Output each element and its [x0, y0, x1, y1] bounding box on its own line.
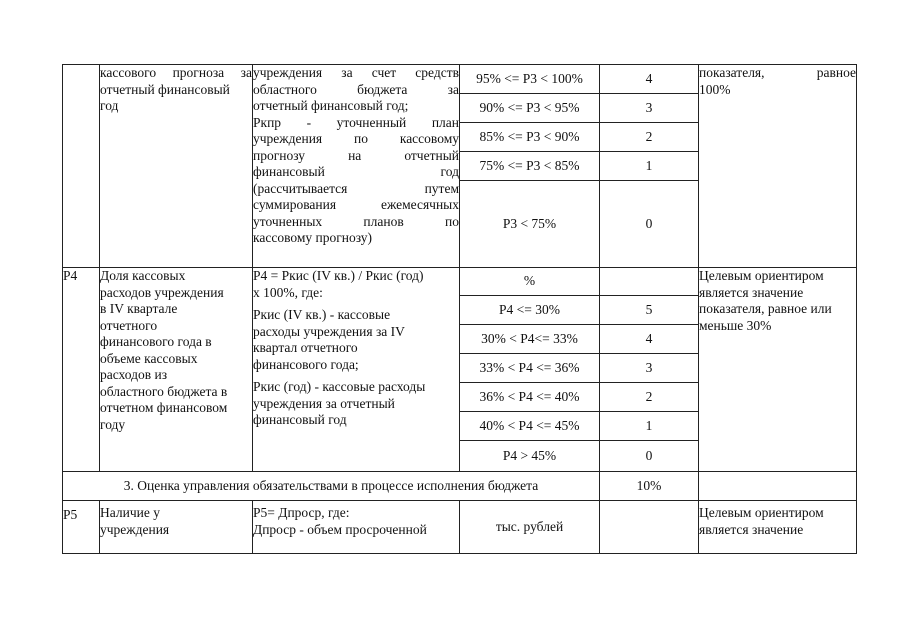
p5-code-cell [63, 501, 100, 554]
p3-range-cell: 75% <= Р3 < 85% [460, 152, 600, 181]
p4-formula-line: квартал отчетного [253, 340, 358, 355]
p4-range-cell: 40% < Р4 <= 45% [460, 412, 600, 441]
p3-formula-line: областного бюджета за [253, 81, 459, 97]
p5-name-line: учреждения [100, 521, 170, 537]
p4-name-line: расходов учреждения [100, 284, 224, 300]
p4-code-cell: Р4 [63, 268, 100, 472]
p4-range-cell: 30% < Р4<= 33% [460, 325, 600, 354]
p3-score-cell: 2 [600, 123, 699, 152]
p4-formula-line: финансового года; [253, 356, 359, 372]
p3-formula-line: отчетный финансовый год; [253, 98, 409, 113]
p4-formula-line: Ркис (IV кв.) - кассовые [253, 307, 391, 322]
p3-score-cell: 1 [600, 152, 699, 181]
p4-formula-line: x 100%, где: [253, 284, 323, 300]
p4-formula-line: расходы учреждения за IV [253, 323, 405, 339]
p3-formula-line: (рассчитывается путем [253, 180, 459, 196]
p4-name-line: году [100, 416, 126, 432]
p4-score-cell: 4 [600, 325, 699, 354]
p5-comment-line: Целевым ориентиром [699, 505, 824, 520]
p4-range-cell: Р4 <= 30% [460, 296, 600, 325]
p5-formula-cell [253, 501, 460, 554]
section-row [63, 472, 857, 501]
p3-comment-cell [699, 65, 857, 268]
section-comment-cell [699, 472, 857, 501]
p5-name-line: Наличие у [100, 505, 160, 520]
p4-name-line: отчетного [100, 317, 158, 333]
p4-comment-line: Целевым ориентиром [699, 268, 824, 283]
p4-name-line: в IV квартале [100, 301, 178, 316]
p3-formula-line: суммирования ежемесячных [253, 197, 459, 212]
p4-range-cell: 36% < Р4 <= 40% [460, 383, 600, 412]
p3-formula-line: кассовому прогнозу) [253, 230, 373, 245]
p3-name-cell [100, 65, 253, 268]
p3-range-cell: 90% <= Р3 < 95% [460, 94, 600, 123]
p3-formula-line: учреждения за счет средств [253, 65, 459, 80]
p5-code: Р5 [63, 507, 78, 522]
p5-comment-line: является значение [699, 521, 804, 537]
p5-name-cell [100, 501, 253, 554]
p4-formula-line: Ркис (год) - кассовые расходы [253, 379, 426, 394]
p3-comment-line: 100% [699, 81, 731, 97]
p4-score-cell: 1 [600, 412, 699, 441]
p4-score-cell: 3 [600, 354, 699, 383]
p5-comment-cell [699, 501, 857, 554]
p3-formula-line: учреждения по кассовому [253, 131, 459, 146]
p3-range-cell: 85% <= Р3 < 90% [460, 123, 600, 152]
p4-name-line: отчетном финансовом [100, 400, 228, 415]
p3-formula-line: финансовый год [253, 164, 459, 179]
p4-name-line: областного бюджета в [100, 383, 228, 399]
p4-name-line: Доля кассовых [100, 268, 186, 283]
p4-formula-line: учреждения за отчетный [253, 395, 395, 411]
section-title: 3. Оценка управления обязательствами в процессе исполнения бюджета [63, 472, 600, 501]
p3-formula-line: уточненных планов по [253, 213, 459, 229]
p3-score-cell: 0 [600, 181, 699, 268]
p3-formula-line: прогнозу на отчетный [253, 147, 459, 163]
section-weight: 10% [600, 472, 699, 501]
p3-formula-line: Ркпр - уточненный план [253, 114, 459, 130]
p4-formula-cell [253, 268, 460, 472]
p4-score-cell: 2 [600, 383, 699, 412]
p3-name-line: год [100, 98, 119, 113]
p4-name-line: расходов из [100, 367, 168, 382]
p4-range-cell: Р4 > 45% [460, 441, 600, 472]
p4-unit-score-cell [600, 268, 699, 296]
p4-formula-line: финансовый год [253, 412, 347, 427]
p3-range-cell: Р3 < 75% [460, 181, 600, 268]
p4-name-line: объеме кассовых [100, 350, 198, 366]
p5-formula-line: Р5= Дпроср, где: [253, 505, 350, 520]
p3-score-cell: 4 [600, 65, 699, 94]
p4-comment-line: является значение [699, 284, 804, 300]
p4-row [63, 268, 857, 296]
p4-comment-line: показателя, равное или [699, 301, 832, 316]
p5-row [63, 501, 857, 554]
p5-unit-cell: тыс. рублей [460, 501, 600, 554]
p4-formula-line: Р4 = Ркис (IV кв.) / Ркис (год) [253, 268, 424, 283]
p3-name-line: кассового прогноза за [100, 65, 252, 80]
criteria-table [62, 64, 857, 554]
p4-score-cell: 0 [600, 441, 699, 472]
p4-unit-cell: % [460, 268, 600, 296]
p5-formula-line: Дпроср - объем просроченной [253, 521, 427, 537]
p3-name-line: отчетный финансовый [100, 81, 230, 97]
p3-range-cell: 95% <= Р3 < 100% [460, 65, 600, 94]
p3-row [63, 65, 857, 94]
p4-name-cell [100, 268, 253, 472]
p3-comment-line: показателя, равное [699, 65, 856, 80]
p4-score-cell: 5 [600, 296, 699, 325]
p4-comment-cell [699, 268, 857, 472]
p3-score-cell: 3 [600, 94, 699, 123]
p5-score-cell [600, 501, 699, 554]
p3-code-cell [63, 65, 100, 268]
p4-name-line: финансового года в [100, 334, 212, 349]
p3-formula-cell [253, 65, 460, 268]
p4-range-cell: 33% < Р4 <= 36% [460, 354, 600, 383]
p4-comment-line: меньше 30% [699, 317, 772, 333]
